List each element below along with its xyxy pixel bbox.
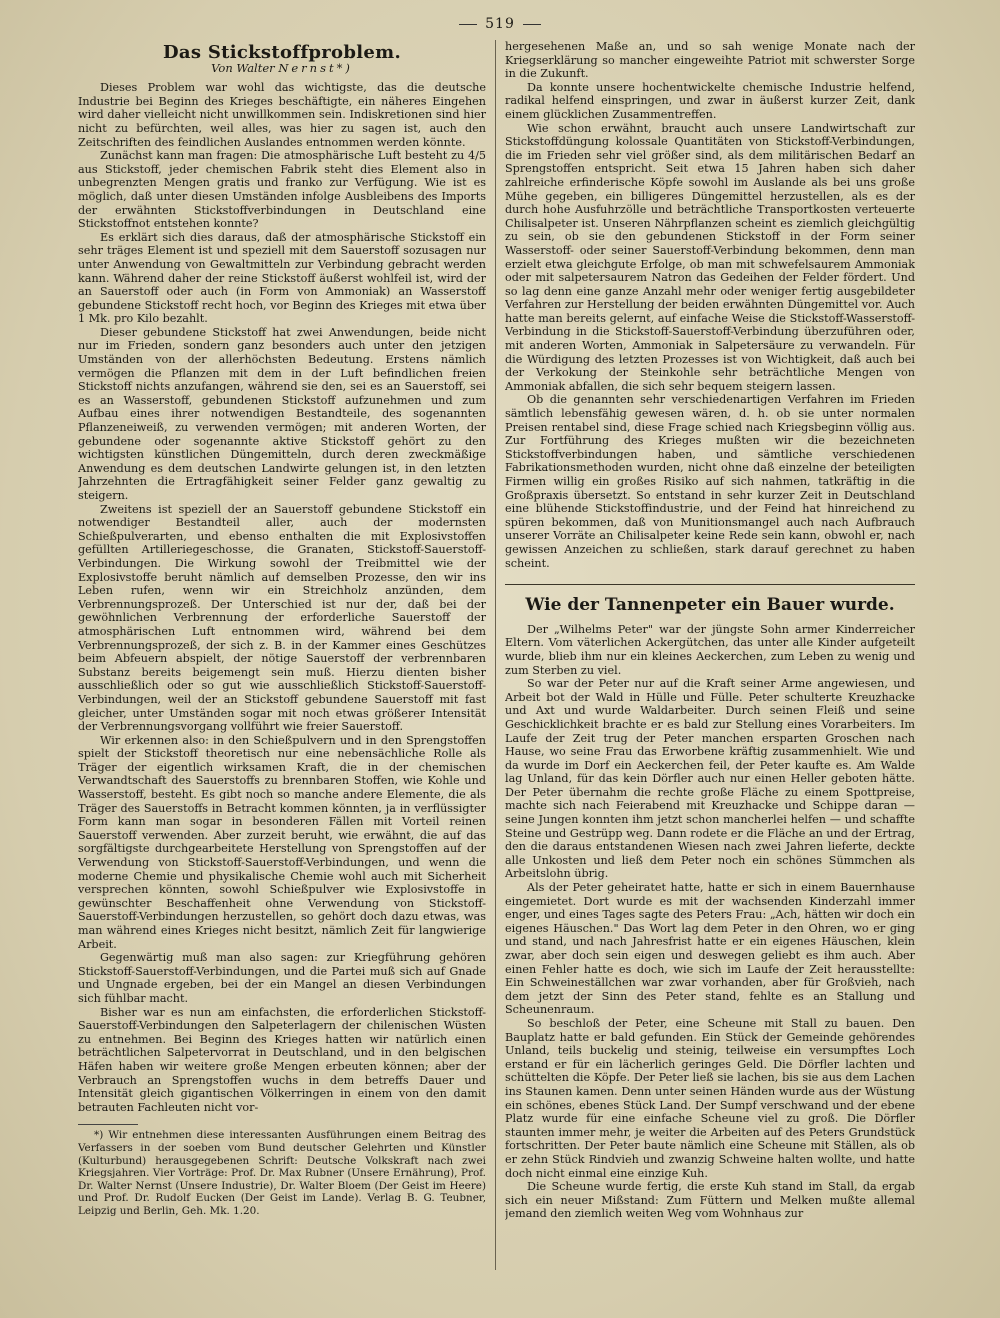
- paragraph: Dieses Problem war wohl das wichtigste, das die deutsche Industrie bei Beginn des Krieges beschäftigte, ein näheres Eingehen wird daher vielleicht nicht unwillkommen sein. Indiskretionen sind hier nicht zu befürchten, weil alles, was hier zu sagen ist, auch den Zeitschriften des feindlichen Auslandes entnommen werden könnte.: [78, 81, 486, 149]
- footnote: *) Wir entnehmen diese interessanten Ausführungen einem Beitrag des Verfassers in der soeben vom Bund deutscher Gelehrten und Künstler (Kulturbund) herausgegebenen Schrift: Deutsche Volkskraft nach zwei Kriegsjahren. Vier Vorträge: Prof. Dr. Max Rubner (Unsere Ernährung), Prof. Dr. Walter Nernst (Unsere Industrie), Dr. Walter Bloem (Der Geist im Heere) und Prof. Dr. Rudolf Eucken (Der Geist im Lande). Verlag B. G. Teubner, Leipzig und Berlin, Geh. Mk. 1.20.: [78, 1129, 486, 1217]
- article-title-stickstoff: Das Stickstoffproblem.: [162, 42, 402, 63]
- right-column: [505, 40, 915, 1280]
- article-byline: Von Walter Nernst*): [211, 60, 353, 75]
- footnote-separator: [78, 1124, 138, 1125]
- paragraph: Der „Wilhelms Peter" war der jüngste Sohn armer Kinderreicher Eltern. Vom väterlichen Ackergütchen, das unter alle Kinder aufgeteilt wurde, blieb ihm nur ein kleines Aeckerchen, zum Leben zu wenig und zum Sterben zu viel.: [505, 622, 915, 677]
- paragraph: Bisher war es nun am einfachsten, die erforderlichen Stickstoff-Sauerstoff-Verbindungen den Salpeterlagern der chilenischen Wüsten zu entnehmen. Bei Beginn des Krieges hatten wir natürlich einen beträchtlichen Salpetervorrat in Deutschland, und in den belgischen Häfen haben wir weitere große Mengen erbeuten können; aber der Verbrauch an Sprengstoffen wuchs in dem betreffs Dauer und Intensität gleich gigantischen Völkerringen in einem von den damit betrauten Fachleuten nicht vor-: [78, 1005, 486, 1114]
- paragraph: Gegenwärtig muß man also sagen: zur Kriegführung gehören Stickstoff-Sauerstoff-Verbindungen, und die Partei muß sich auf Gnade und Ungnade ergeben, bei der ein Mangel an diesen Verbindungen sich fühlbar macht.: [78, 951, 486, 1005]
- column-divider: [495, 40, 496, 1270]
- paragraph: Als der Peter geheiratet hatte, hatte er sich in einem Bauernhause eingemietet. Dort wurde es mit der wachsenden Kinderzahl immer enger, und eines Tages sagte des Peters Frau: „Ach, hätten wir doch ein eigenes Häuschen." Das Wort lag dem Peter in den Ohren, wo er ging und stand, und nach Jahresfrist hatte er ein eigenes Häuschen, klein zwar, aber doch sein eigen und deswegen geliebt es ihm auch. Aber einen Fehler hatte es doch, wie sich im Laufe der Zeit herausstellte: Ein Schweineställchen war zwar vorhanden, aber für Großvieh, nach dem jetzt der Sinn des Peter stand, fehlte es an Stallung und Scheunenraum.: [505, 881, 915, 1017]
- paragraph: Dieser gebundene Stickstoff hat zwei Anwendungen, beide nicht nur im Frieden, sondern ganz besonders auch unter den jetzigen Umständen von der allerhöchsten Bedeutung. Erstens nämlich vermögen die Pflanzen mit dem in der Luft befindlichen freien Stickstoff nichts anzufangen, während sie den, sei es an Sauerstoff, sei es an Wasserstoff, gebundenen Stickstoff aufzunehmen und zum Aufbau eines ihrer notwendigen Bestandteile, des sogenannten Pflanzeneiweiß, zu verwenden vermögen; mit anderen Worten, der gebundene oder sogenannte aktive Stickstoff gehört zu den wichtigsten künstlichen Düngemitteln, durch deren zweckmäßige Anwendung es dem deutschen Landwirte gelungen ist, in den letzten Jahrzehnten die Ertragfähigkeit seiner Felder ganz gewaltig zu steigern.: [78, 325, 486, 502]
- paragraph: Da konnte unsere hochentwickelte chemische Industrie helfend, radikal helfend einspringen, und zwar in äußerst kurzer Zeit, dank einem glücklichen Zusammentreffen.: [505, 80, 915, 121]
- article-title-tannenpeter: Wie der Tannenpeter ein Bauer wurde.: [525, 595, 895, 616]
- article-separator: [505, 584, 915, 585]
- paragraph: Die Scheune wurde fertig, die erste Kuh stand im Stall, da ergab sich ein neuer Mißstand: Zum Füttern und Melken mußte allemal jemand den ziemlich weiten Weg vom Wohnhaus zur: [505, 1180, 915, 1221]
- paragraph: Es erklärt sich dies daraus, daß der atmosphärische Stickstoff ein sehr träges Element ist und speziell mit dem Sauerstoff sozusagen nur unter Anwendung von Gewaltmitteln zur Verbindung gebracht werden kann. Während daher der reine Stickstoff äußerst wohlfeil ist, wird der an Sauerstoff oder auch (in Form von Ammoniak) an Wasserstoff gebundene Stickstoff recht hoch, vor Beginn des Krieges mit etwa über 1 Mk. pro Kilo bezahlt.: [78, 230, 486, 326]
- paragraph: Ob die genannten sehr verschiedenartigen Verfahren im Frieden sämtlich lebensfähig gewesen wären, d. h. ob sie unter normalen Preisen rentabel sind, diese Frage schied nach Kriegsbeginn völlig aus. Zur Fortführung des Krieges mußten wir die bezeichneten Stickstoffverbindungen haben, und sämtliche verschiedenen Fabrikationsmethoden wurden, nicht ohne daß einzelne der beteiligten Firmen willig ein großes Risiko auf sich nahmen, tatkräftig in die Großpraxis übersetzt. So entstand in sehr kurzer Zeit in Deutschland eine blühende Stickstoffindustrie, und der Feind hat hinreichend zu spüren bekommen, daß von Munitionsmangel auch nach Aufbrauch unserer Vorräte an Chilisalpeter keine Rede sein kann, obwohl er, nach gewissen Anzeichen zu schließen, stark darauf gerechnet zu haben scheint.: [505, 393, 915, 570]
- paragraph: So war der Peter nur auf die Kraft seiner Arme angewiesen, und Arbeit bot der Wald in Hülle und Fülle. Peter schulterte Kreuzhacke und Axt und wurde Waldarbeiter. Durch seinen Fleiß und seine Geschicklichkeit brachte er es bald zur Stellung eines Vorarbeiters. Im Laufe der Zeit trug der Peter manchen ersparten Groschen nach Hause, wo seine Frau das Erworbene kräftig zusammenhielt. Wie und da wurde im Dorf ein Aeckerchen feil, der Peter kaufte es. Am Walde lag Unland, für das kein Dörfler auch nur einen Heller geboten hätte. Der Peter übernahm die rechte große Fläche zu einem Spottpreise, machte sich nach Feierabend mit Kreuzhacke und Schippe daran — seine Jungen konnten ihm jetzt schon mancherlei helfen — und schaffte Steine und Gestrüpp weg. Dann rodete er die Fläche an und der Ertrag, den die daraus entstandenen Wiesen nach zwei Jahren lieferte, deckte alle Unkosten und ließ dem Peter noch ein schönes Sümmchen als Arbeitslohn übrig.: [505, 677, 915, 881]
- page-number: 519: [0, 16, 1000, 32]
- paragraph: Wie schon erwähnt, braucht auch unsere Landwirtschaft zur Stickstoffdüngung kolossale Quantitäten von Stickstoff-Verbindungen, die im Frieden sehr viel größer sind, als dem militärischen Bedarf an Sprengstoffen entspricht. Seit etwa 15 Jahren haben sich daher zahlreiche erfinderische Köpfe sowohl im Auslande als bei uns große Mühe gegeben, ein billigeres Düngemittel herzustellen, als es der durch hohe Ausfuhrzölle und beträchtliche Transportkosten verteuerte Chilisalpeter ist. Unseren Nährpflanzen scheint es ziemlich gleichgültig zu sein, ob sie den gebundenen Stickstoff in der Form seiner Wasserstoff- oder seiner Sauerstoff-Verbindung bekommen, denn man erzielt etwa gleichgute Erfolge, ob man mit schwefelsaurem Ammoniak oder mit salpetersaurem Natron das Gedeihen der Felder fördert. Und so lag denn eine ganze Anzahl mehr oder weniger fertig ausgebildeter Verfahren zur Herstellung der beiden erwähnten Düngemittel vor. Auch hatte man bereits gelernt, auf einfache Weise die Stickstoff-Wasserstoff-Verbindung in die Stickstoff-Sauerstoff-Verbindung überzuführen oder, mit anderen Worten, Ammoniak in Salpetersäure zu verwandeln. Für die Würdigung des letzten Prozesses ist von Wichtigkeit, daß auch bei der Verkokung der Steinkohle sehr beträchtliche Mengen von Ammoniak abfallen, die sich sehr bequem steigern lassen.: [505, 121, 915, 393]
- paragraph-continued: hergesehenen Maße an, und so sah wenige Monate nach der Kriegserklärung so mancher eingeweihte Patriot mit schwerster Sorge in die Zukunft.: [505, 40, 915, 81]
- paragraph: Wir erkennen also: in den Schießpulvern und in den Sprengstoffen spielt der Stickstoff theoretisch nur eine nebensächliche Rolle als Träger der eigentlich wirksamen Kraft, die in der chemischen Verwandtschaft des Sauerstoffs zu brennbaren Stoffen, wie Kohle und Wasserstoff, besteht. Es gibt noch so manche andere Elemente, die als Träger des Sauerstoffs in Betracht kommen könnten, ja in verflüssigter Form kann man sogar in besonderen Fällen mit Vorteil reinen Sauerstoff verwenden. Aber zurzeit beruht, wie erwähnt, die auf das sorgfältigste durchgearbeitete Herstellung von Sprengstoffen auf der Verwendung von Stickstoff-Sauerstoff-Verbindungen, und wenn die moderne Chemie und physikalische Chemie wohl auch mit Sicherheit versprechen könnten, sowohl Schießpulver wie Explosivstoffe in gewünschter Beschaffenheit ohne Verwendung von Stickstoff-Sauerstoff-Verbindungen herzustellen, so gehört doch dazu etwas, was man während eines Krieges nicht besitzt, nämlich Zeit für langwierige Arbeit.: [78, 733, 486, 951]
- paragraph: So beschloß der Peter, eine Scheune mit Stall zu bauen. Den Bauplatz hatte er bald gefunden. Ein Stück der Gemeinde gehörendes Unland, teils buckelig und steinig, teilweise ein versumpftes Loch erstand er für ein lächerlich geringes Geld. Die Dörfler lachten und schüttelten die Köpfe. Der Peter ließ sie lachen, bis sie aus dem Lachen ins Staunen kamen. Denn unter seinen Händen wurde aus der Wüstung ein schönes, ebenes Stück Land. Der Sumpf verschwand und der ebene Platz wurde für eine einfache Scheune viel zu groß. Die Dörfler staunten immer mehr, je weiter die Arbeiten auf des Peters Grundstück fortschritten. Der Peter baute nämlich eine Scheune mit Ställen, als ob er zehn Stück Rindvieh und zwanzig Schweine halten wollte, und hatte doch nicht einmal eine einzige Kuh.: [505, 1016, 915, 1180]
- paragraph: Zweitens ist speziell der an Sauerstoff gebundene Stickstoff ein notwendiger Bestandteil aller, auch der modernsten Schießpulverarten, und ebenso enthalten die mit Explosivstoffen gefüllten Artilleriegeschosse, die Granaten, Stickstoff-Sauerstoff-Verbindungen. Die Wirkung sowohl der Treibmittel wie der Explosivstoffe beruht nämlich auf demselben Prozesse, den wir ins Leben rufen, wenn wir ein Streichholz anzünden, dem Verbrennungsprozeß. Der Unterschied ist nur der, daß bei der gewöhnlichen Verbrennung der erforderliche Sauerstoff der atmosphärischen Luft entnommen wird, während bei dem Verbrennungsprozeß, der sich z. B. in der Kammer eines Geschützes beim Abfeuern abspielt, der nötige Sauerstoff der verbrennbaren Substanz bereits beigemengt sein muß. Hierzu dienten bisher ausschließlich oder so gut wie ausschließlich Stickstoff-Sauerstoff-Verbindungen, weil der an Stickstoff gebundene Sauerstoff mit fast gleicher, unter Umständen sogar mit noch etwas größerer Intensität der Verbrennungsvorgang vollführt wie freier Sauerstoff.: [78, 502, 486, 734]
- paragraph: Zunächst kann man fragen: Die atmosphärische Luft besteht zu 4/5 aus Stickstoff, jeder chemischen Fabrik steht dies Element also in unbegrenzten Mengen gratis und franko zur Verfügung. Wie ist es möglich, daß unter diesen Umständen infolge Ausbleibens des Imports der erwähnten Stickstoffverbindungen in Deutschland eine Stickstoffnot entstehen konnte?: [78, 149, 486, 231]
- left-column: [78, 40, 486, 1280]
